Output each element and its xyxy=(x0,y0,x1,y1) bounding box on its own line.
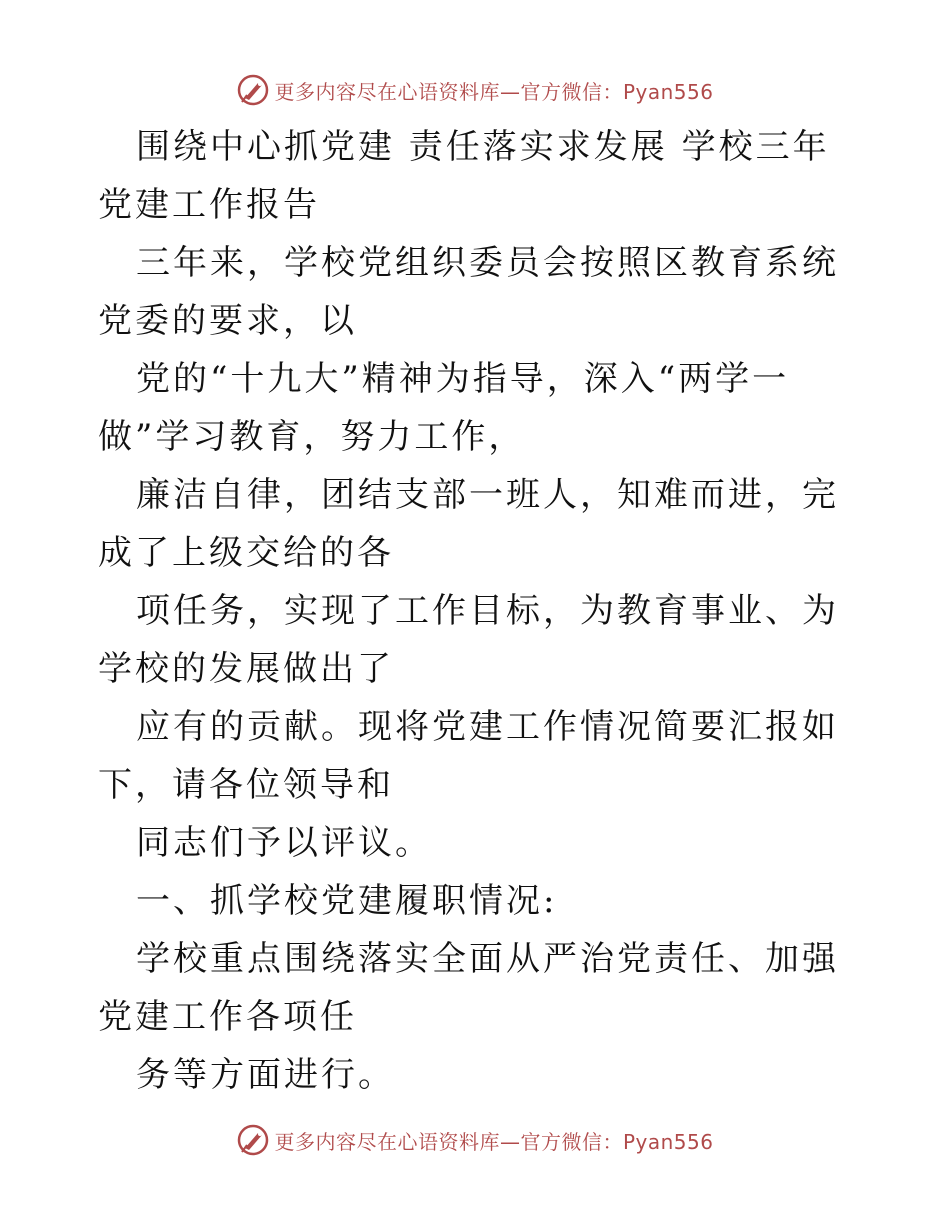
paragraph-line-8: 学校重点围绕落实全面从严治党责任、加强党建工作各项任 xyxy=(98,939,839,1037)
feather-pen-logo-icon xyxy=(236,1123,270,1157)
document-title: 围绕中心抓党建 责任落实求发展 学校三年党建工作报告 xyxy=(98,127,830,225)
paragraph-line-6: 同志们予以评议。 xyxy=(136,823,432,863)
section-heading: 一、抓学校党建履职情况: xyxy=(136,881,558,921)
paragraph-line-3: 廉洁自律，团结支部一班人，知难而进，完成了上级交给的各 xyxy=(98,475,839,573)
paragraph-line-2: 党的“十九大”精神为指导，深入“两学一做”学习教育，努力工作， xyxy=(98,359,790,457)
paragraph-line-4: 项任务，实现了工作目标，为教育事业、为学校的发展做出了 xyxy=(98,591,839,689)
document-body xyxy=(98,118,858,1104)
banner-text: 更多内容尽在心语资料库—官方微信：Pyan556 xyxy=(274,79,714,104)
paragraph-line-9: 务等方面进行。 xyxy=(136,1055,395,1095)
banner-text: 更多内容尽在心语资料库—官方微信：Pyan556 xyxy=(274,1129,714,1154)
footer-banner xyxy=(0,1120,950,1160)
header-banner xyxy=(0,70,950,110)
feather-pen-logo-icon xyxy=(236,73,270,107)
paragraph-line-1: 三年来，学校党组织委员会按照区教育系统党委的要求，以 xyxy=(98,243,839,341)
paragraph-line-5: 应有的贡献。现将党建工作情况简要汇报如下，请各位领导和 xyxy=(98,707,839,805)
